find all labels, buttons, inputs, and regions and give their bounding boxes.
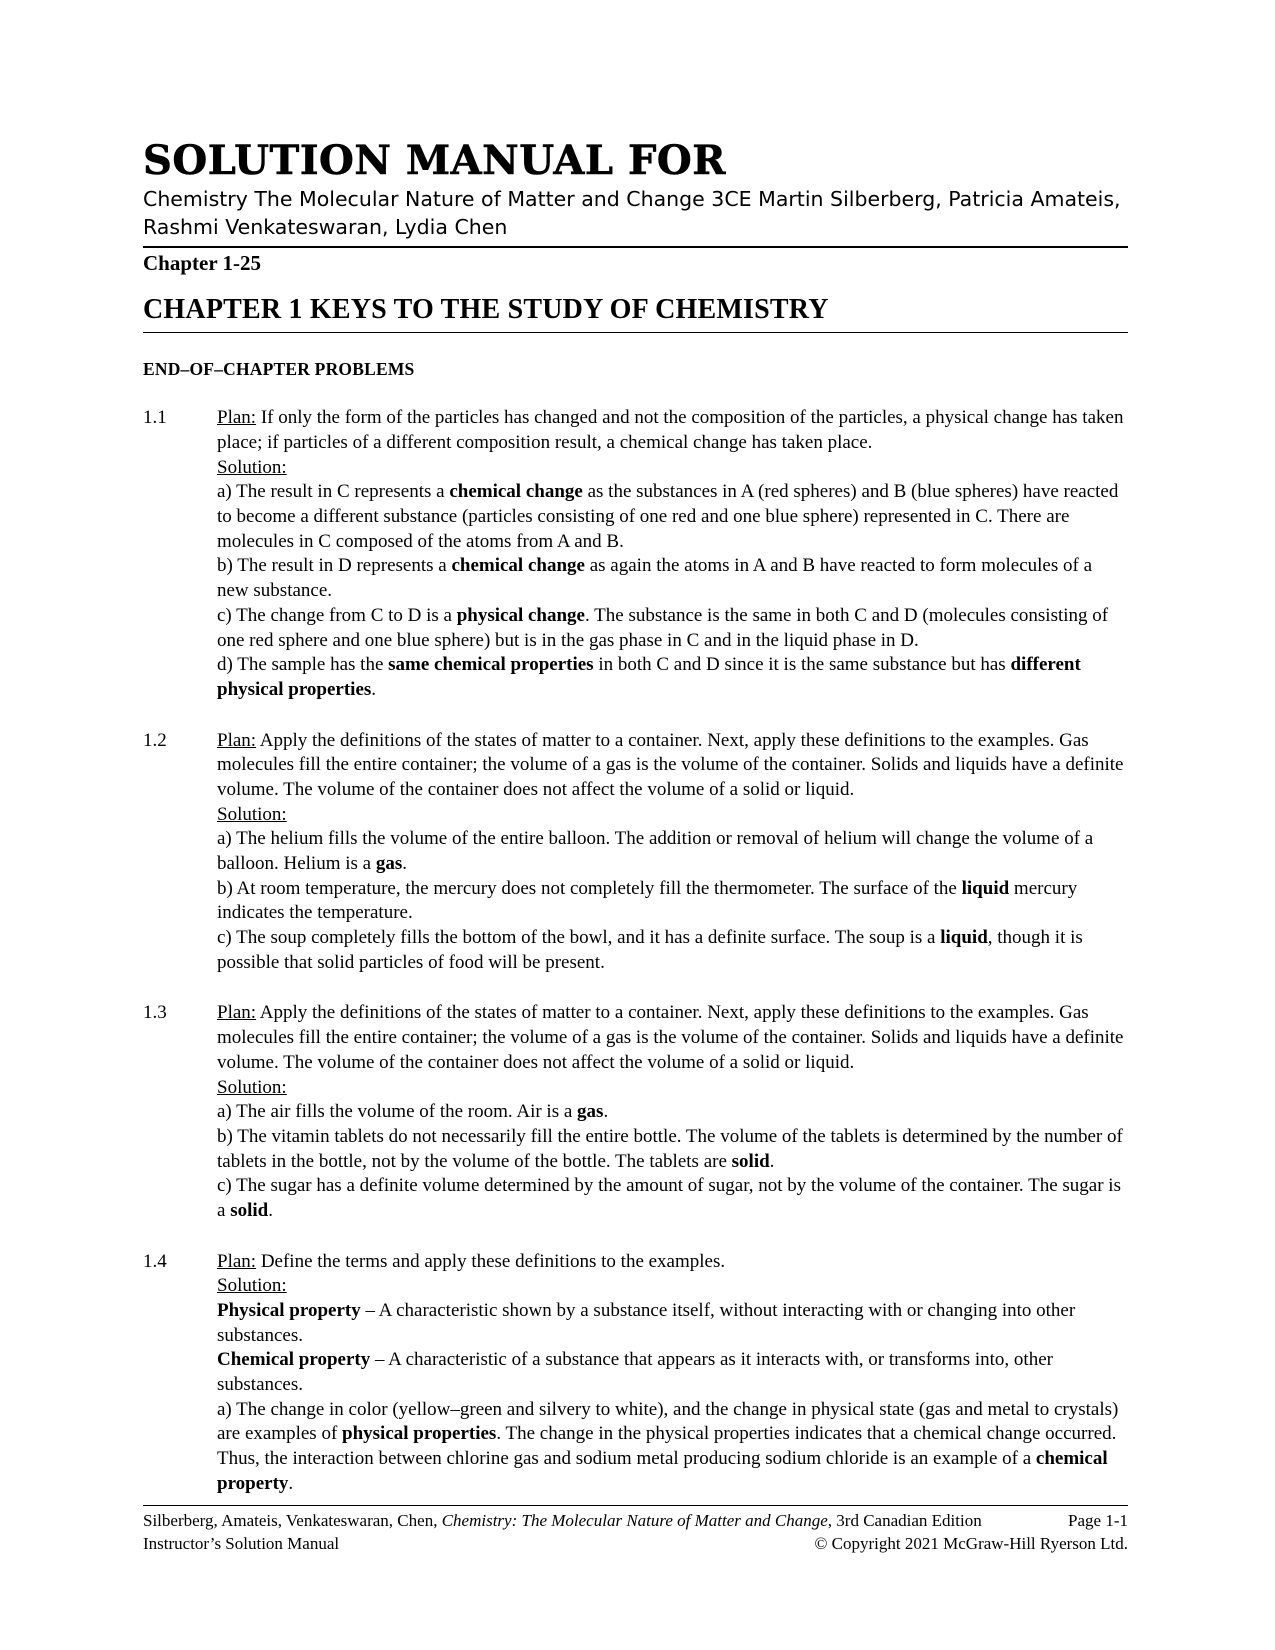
chapter-heading: CHAPTER 1 KEYS TO THE STUDY OF CHEMISTRY (143, 294, 829, 326)
masthead-subtitle: Chemistry The Molecular Nature of Matter and Change 3CE Martin Silberberg, Patricia Amateis, Rashmi Venkateswaran, Lydia Chen (143, 187, 1121, 239)
emphasis-text: physical properties (342, 1423, 497, 1445)
body-text: – A characteristic of a substance that appears as it interacts with, or transforms into, other substances. (217, 1349, 1053, 1396)
solution-label: Solution: (217, 803, 287, 825)
solution-label: Solution: (217, 456, 287, 478)
solution-label: Solution: (217, 1275, 287, 1297)
masthead-title: SOLUTION MANUAL FOR (143, 137, 726, 184)
body-text: . The change in the physical properties indicates that a chemical change occurred. Thus, the interaction between chlorine gas and sodium metal producing sodium chloride is an example of a (217, 1423, 1117, 1470)
body-text: a) The helium fills the volume of the entire balloon. The addition or removal of helium will change the volume of a balloon. Helium is a (217, 828, 1094, 875)
divider-top (143, 246, 1128, 248)
body-text: . (402, 853, 407, 875)
emphasis-text: chemical change (449, 481, 583, 503)
plan-paragraph (217, 1250, 1128, 1275)
body-text: , though it is possible that solid particles of food will be present. (217, 927, 1083, 973)
plan-paragraph (217, 406, 1128, 455)
problem-body (217, 406, 1128, 702)
body-text: . (268, 1199, 273, 1221)
body-text: – A characteristic shown by a substance itself, without interacting with or changing into other substances. (217, 1300, 1076, 1346)
body-text: b) At room temperature, the mercury does not completely fill the thermometer. The surface of the (217, 877, 962, 899)
solution-part (217, 604, 1128, 653)
body-text: a) The change in color (yellow–green and silvery to white), and the change in physical state (gas and metal to crystals) are examples of (217, 1398, 1119, 1445)
emphasis-text: liquid (961, 877, 1010, 899)
solution-part (217, 827, 1128, 876)
body-text: c) The soup completely fills the bottom of the bowl, and it has a definite surface. The soup is a (217, 927, 941, 949)
plan-label: Plan: (217, 729, 257, 751)
body-text: in both C and D since it is the same substance but has (593, 654, 1011, 676)
footer-divider (143, 1505, 1128, 1506)
emphasis-text: gas (375, 853, 403, 875)
problem-body (217, 1250, 1128, 1497)
section-heading: END–OF–CHAPTER PROBLEMS (143, 359, 415, 380)
body-text: mercury indicates the temperature. (217, 877, 1078, 924)
problem-number: 1.2 (143, 729, 167, 751)
problem-number: 1.4 (143, 1250, 167, 1272)
emphasis-text: chemical change (451, 555, 585, 577)
solution-label-paragraph (217, 1076, 1128, 1101)
solution-part (217, 1348, 1128, 1397)
problems-list (143, 406, 1128, 1496)
problem-number: 1.1 (143, 407, 167, 429)
plan-text: If only the form of the particles has changed and not the composition of the particles, a physical change has taken place; if particles of a different composition result, a chemical change has taken place. (217, 407, 1124, 454)
body-text: as again the atoms in A and B have reacted to form molecules of a new substance. (217, 555, 1093, 602)
solution-part (217, 554, 1128, 603)
emphasis-text: liquid (940, 927, 988, 949)
emphasis-text: different physical properties (217, 654, 1081, 700)
emphasis-text: Physical property (217, 1300, 361, 1322)
solution-label-paragraph (217, 803, 1128, 828)
footer-copyright: © Copyright 2021 McGraw-Hill Ryerson Ltd. (814, 1533, 1128, 1553)
body-text: as the substances in A (red spheres) and B (blue spheres) have reacted to become a different substance (particles consisting of one red and one blue sphere) represented in C. There are molecules in C composed of the atoms from A and B. (217, 481, 1119, 552)
solution-part (217, 1100, 1128, 1125)
body-text: b) The result in D represents a (217, 555, 452, 577)
footer-manual-label: Instructor’s Solution Manual (143, 1533, 340, 1553)
solution-label-paragraph (217, 1274, 1128, 1299)
emphasis-text: Chemical property (217, 1349, 371, 1371)
plan-paragraph (217, 1001, 1128, 1075)
solution-part (217, 926, 1128, 975)
plan-label: Plan: (217, 1250, 257, 1272)
solution-part (217, 653, 1128, 702)
problem-item (143, 406, 1128, 702)
body-text: . (288, 1472, 294, 1494)
emphasis-text: solid (230, 1199, 269, 1221)
solution-label: Solution: (217, 1076, 287, 1098)
solution-part (217, 1125, 1128, 1174)
problem-number: 1.3 (143, 1002, 167, 1024)
solution-part (217, 1174, 1128, 1223)
body-text: d) The sample has the (217, 654, 389, 676)
solution-part (217, 1398, 1128, 1497)
divider-chapter (143, 332, 1128, 333)
solution-part (217, 1299, 1128, 1348)
solution-label-paragraph (217, 456, 1128, 481)
footer-citation (143, 1510, 982, 1533)
emphasis-text: solid (731, 1150, 770, 1172)
body-text: a) The air fills the volume of the room. Air is a (217, 1101, 578, 1123)
chapter-label: Chapter 1-25 (143, 251, 262, 276)
body-text: a) The result in C represents a (217, 481, 450, 503)
footer-row-1 (143, 1510, 1128, 1533)
page-content (143, 137, 1128, 1497)
solution-part (217, 877, 1128, 926)
plan-text: Apply the definitions of the states of matter to a container. Next, apply these definitions to the examples. Gas molecules fill the entire container; the volume of a gas is the volume of the container. Solids and liquids have a definite volume. The volume of the container does not affect the volume of a solid or liquid. (217, 1002, 1124, 1073)
problem-body (217, 1001, 1128, 1223)
page-footer (143, 1505, 1128, 1556)
body-text: b) The vitamin tablets do not necessarily fill the entire bottle. The volume of the tablets is determined by the number of tablets in the bottle, not by the volume of the bottle. The tablets are (217, 1125, 1123, 1172)
problem-item (143, 1001, 1128, 1223)
plan-text: Apply the definitions of the states of matter to a container. Next, apply these definitions to the examples. Gas molecules fill the entire container; the volume of a gas is the volume of the container. Solids and liquids have a definite volume. The volume of the container does not affect the volume of a solid or liquid. (217, 729, 1124, 800)
page-number: Page 1-1 (1068, 1511, 1128, 1530)
plan-label: Plan: (217, 1002, 257, 1024)
body-text: c) The change from C to D is a (217, 604, 457, 626)
footer-authors: Silberberg, Amateis, Venkateswaran, Chen, (143, 1511, 442, 1530)
body-text: . (769, 1150, 775, 1172)
plan-text: Define the terms and apply these definitions to the examples. (256, 1250, 726, 1272)
plan-paragraph (217, 729, 1128, 803)
body-text: . (371, 678, 377, 700)
problem-body (217, 729, 1128, 976)
emphasis-text: chemical property (217, 1448, 1108, 1494)
emphasis-text: same chemical properties (388, 654, 594, 676)
problem-item (143, 1250, 1128, 1497)
emphasis-text: physical change (456, 604, 585, 626)
solution-part (217, 480, 1128, 554)
footer-row-2 (143, 1533, 1128, 1556)
emphasis-text: gas (577, 1101, 604, 1123)
body-text: . (603, 1101, 609, 1123)
footer-edition: , 3rd Canadian Edition (827, 1511, 982, 1530)
plan-label: Plan: (217, 407, 257, 429)
body-text: c) The sugar has a definite volume determined by the amount of sugar, not by the volume of the container. The sugar is a (217, 1175, 1121, 1221)
footer-book-title: Chemistry: The Molecular Nature of Matter and Change (441, 1511, 828, 1530)
problem-item (143, 729, 1128, 976)
body-text: . The substance is the same in both C and D (molecules consisting of one red sphere and one blue sphere) but is in the gas phase in C and in the liquid phase in D. (217, 604, 1109, 651)
